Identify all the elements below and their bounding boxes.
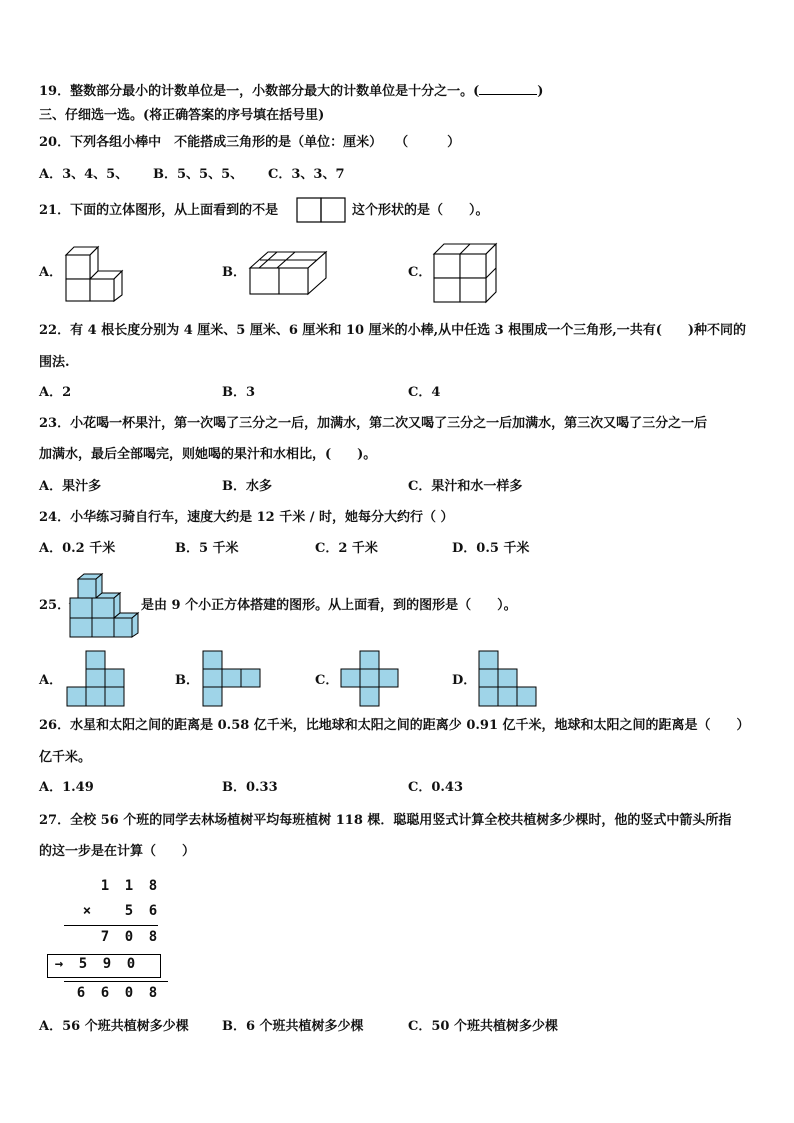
calc-row4-d2: 9 <box>102 956 112 972</box>
calc-row5-d2: 6 <box>100 985 110 1001</box>
q23-option-c[interactable]: C．果汁和水一样多 <box>408 479 523 494</box>
question-23-line-2: 加满水，最后全部喝完，则她喝的果汁和水相比，( )。 <box>39 447 377 462</box>
calc-times-sign: × <box>82 903 92 919</box>
q26-option-a[interactable]: A．1.49 <box>39 780 94 795</box>
question-22-line-2: 围法. <box>39 355 70 370</box>
q19-close: ) <box>537 84 544 99</box>
q25-option-b[interactable]: B． <box>175 673 199 688</box>
q25-option-b-top-view <box>202 650 262 708</box>
q21-option-b-cube-figure <box>248 250 330 298</box>
q20-option-b[interactable]: B．5、5、5、 <box>153 167 244 182</box>
question-26-line-2: 亿千米。 <box>39 750 92 765</box>
q24-option-d[interactable]: D．0.5 千米 <box>452 541 530 556</box>
calc-row2-d1: 5 <box>124 903 134 919</box>
calc-rule-2 <box>64 981 168 982</box>
question-23-line-1: 23．小花喝一杯果汁，第一次喝了三分之一后，加满水，第二次又喝了三分之一后加满水，第三次又喝了三分之一后 <box>39 416 708 431</box>
q25-option-c[interactable]: C． <box>315 673 339 688</box>
q22-option-b[interactable]: B．3 <box>222 385 256 400</box>
calc-row5-d1: 6 <box>76 985 86 1001</box>
q26-option-c[interactable]: C．0.43 <box>408 780 464 795</box>
q25-option-d-top-view <box>478 650 538 708</box>
q25-number: 25． <box>39 598 71 613</box>
vertical-multiplication <box>40 874 180 1010</box>
calc-row1-d2: 1 <box>124 878 134 894</box>
q20-option-a[interactable]: A．3、4、5、 <box>39 167 129 182</box>
question-26-line-1: 26．水星和太阳之间的距离是 0.58 亿千米，比地球和太阳之间的距离少 0.91 亿千米，地球和太阳之间的距离是（ ） <box>39 718 750 733</box>
question-19 <box>39 82 543 101</box>
q22-option-c[interactable]: C．4 <box>408 385 441 400</box>
calc-row5-d4: 8 <box>148 985 158 1001</box>
q21-option-c-cube-figure <box>432 242 500 306</box>
q22-option-a[interactable]: A．2 <box>39 385 72 400</box>
q25-text: 是由 9 个小正方体搭建的图形。从上面看，到的图形是（ ）。 <box>141 598 517 613</box>
question-22-line-1: 22．有 4 根长度分别为 4 厘米、5 厘米、6 厘米和 10 厘米的小棒,从中任选 3 根围成一个三角形,一共有( )种不同的 <box>39 323 747 338</box>
calc-row5-d3: 0 <box>124 985 134 1001</box>
q19-text: 19．整数部分最小的计数单位是一，小数部分最大的计数单位是十分之一。( <box>39 84 480 99</box>
calc-row1-d1: 1 <box>100 878 110 894</box>
q27-option-c[interactable]: C．50 个班共植树多少棵 <box>408 1019 558 1034</box>
calc-row3-d3: 8 <box>148 929 158 945</box>
q27-option-b[interactable]: B．6 个班共植树多少棵 <box>222 1019 364 1034</box>
q21-option-a-cube-figure <box>64 245 128 303</box>
calc-row4-d3: 0 <box>126 956 136 972</box>
q25-option-c-top-view <box>340 650 400 708</box>
q23-option-b[interactable]: B．水多 <box>222 479 272 494</box>
calc-row1-d3: 8 <box>148 878 158 894</box>
q24-option-a[interactable]: A．0.2 千米 <box>39 541 116 556</box>
question-27-line-2: 的这一步是在计算（ ） <box>39 844 196 859</box>
q19-answer-blank[interactable] <box>479 82 537 95</box>
q25-option-a-top-view <box>66 650 126 708</box>
q24-option-c[interactable]: C．2 千米 <box>315 541 378 556</box>
two-square-shape-figure <box>296 197 346 225</box>
calc-rule-1 <box>64 925 158 926</box>
arrow-icon: → <box>54 956 64 972</box>
q21-option-b[interactable]: B． <box>222 265 246 280</box>
question-20: 20．下列各组小棒中 不能搭成三角形的是（单位：厘米） （ ） <box>39 135 461 150</box>
calc-row3-d2: 0 <box>124 929 134 945</box>
question-21 <box>39 202 278 220</box>
question-27-line-1: 27．全校 56 个班的同学去林场植树平均每班植树 118 棵．聪聪用竖式计算全校共植树多少棵时，他的竖式中箭头所指 <box>39 813 732 828</box>
q25-nine-cubes-figure <box>68 573 140 641</box>
q24-option-b[interactable]: B．5 千米 <box>175 541 239 556</box>
q21-option-c[interactable]: C． <box>408 265 432 280</box>
calc-row2-d2: 6 <box>148 903 158 919</box>
q25-option-d[interactable]: D． <box>452 673 477 688</box>
q21-text-before: 21．下面的立体图形，从上面看到的不是 <box>39 203 279 218</box>
question-24: 24．小华练习骑自行车，速度大约是 12 千米 / 时，她每分大约行（ ） <box>39 510 454 525</box>
q20-option-c[interactable]: C．3、3、7 <box>268 167 345 182</box>
section-3-heading: 三、仔细选一选。(将正确答案的序号填在括号里) <box>39 108 325 123</box>
q25-option-a[interactable]: A． <box>39 673 63 688</box>
calc-row4-d1: 5 <box>78 956 88 972</box>
q23-option-a[interactable]: A．果汁多 <box>39 479 102 494</box>
q21-text-after: 这个形状的是（ ）。 <box>352 203 489 218</box>
q27-option-a[interactable]: A．56 个班共植树多少棵 <box>39 1019 189 1034</box>
q26-option-b[interactable]: B．0.33 <box>222 780 278 795</box>
calc-row3-d1: 7 <box>100 929 110 945</box>
q21-option-a[interactable]: A． <box>39 265 63 280</box>
